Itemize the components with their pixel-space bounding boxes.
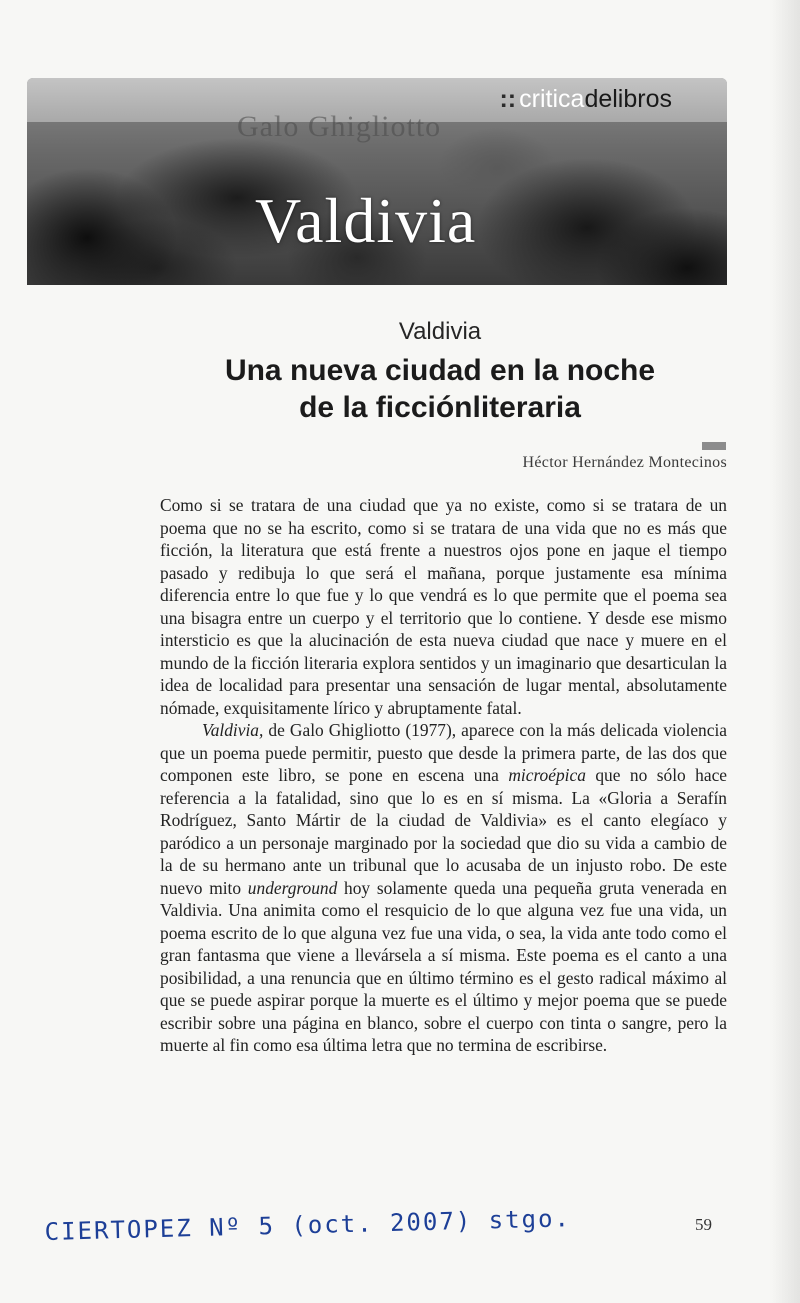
article-kicker: Valdivia — [398, 318, 482, 345]
banner-ghost-text: Galo Ghigliotto — [237, 110, 442, 143]
handwritten-annotation: CIERTOPEZ Nº 5 (oct. 2007) stgo. — [44, 1204, 572, 1246]
section-label-critica: critica — [519, 85, 585, 113]
author-rule — [702, 442, 726, 450]
banner-title: Valdivia — [255, 185, 477, 256]
headline-line-2: de la ficciónliteraria — [299, 391, 581, 424]
paragraph-2-part-c: hoy solamente queda una pequeña gruta venerada en Valdivia. Una animita como el resquicio de lo que alguna vez fue una vida, un poema escrito de lo que alguna vez fue una vida, o sea, la vida ante todo como el gran fantasma que viene a llevársela a sí misma. Este poema es el canto a una posibilidad, a una renuncia que en último término es el gesto radical máximo al que se puede aspirar porque la muerte es el último y mejor poema que se puede escribir sobre una página en blanco, sobre el cuerpo con tinta o sangre, pero la muerte al fin como esa última letra que no termina de escribirse. — [160, 877, 727, 1055]
header-banner — [27, 78, 727, 285]
paragraph-2-part-b: que no sólo hace referencia a la fatalidad, sino que lo es en sí misma. La «Gloria a Serafín Rodríguez, Santo Mártir de la ciudad de Valdivia» es el canto elegíaco y paródico a un personaje marginado por la sociedad que dio su vida a cambio de la de su hermano ante un tribunal que lo acusaba de un injusto robo. De este nuevo mito — [160, 765, 728, 898]
section-label — [499, 84, 672, 114]
headline-line-1: Una nueva ciudad en la noche — [224, 354, 656, 387]
page-edge-shadow — [770, 0, 800, 1303]
book-title: Valdivia, — [202, 720, 264, 740]
paragraph-1: Como si se tratara de una ciudad que ya no existe, como si se tratara de un poema que no se ha escrito, como si se tratara de una vida que no es más que ficción, la literatura que está frente a nuestros ojos pone en jaque el tiempo pasado y redibuja lo que será el mañana, porque justamente esa mínima diferencia entre lo que fue y lo que vendrá es lo que permite que el poema sea una bisagra entre un cuerpo y el territorio que lo contiene. Y desde ese mismo intersticio es que la alucinación de esta nueva ciudad que nace y muere en el mundo de la ficción literaria explora sentidos y un imaginario que desarticulan la idea de localidad para presentar una sensación de lugar mental, absolutamente nómade, exquisitamente lírico y abruptamente fatal. — [160, 495, 727, 718]
paragraph-2 — [160, 719, 727, 1057]
emphasis-underground: underground — [247, 877, 338, 898]
section-bullet-icon: :: — [499, 85, 517, 113]
paragraph-2-part-a: de Galo Ghigliotto (1977), aparece con la más delicada violencia que un poema puede permitir, puesto que desde la primera parte, de las dos que componen este libro, se pone en escena una — [160, 720, 727, 785]
article-headline — [0, 352, 800, 426]
article-body — [160, 494, 727, 1057]
article-author: Héctor Hernández Montecinos — [522, 454, 727, 471]
section-label-delibros: delibros — [584, 85, 672, 113]
emphasis-microepica: microépica — [508, 765, 586, 785]
page-number: 59 — [695, 1215, 712, 1234]
